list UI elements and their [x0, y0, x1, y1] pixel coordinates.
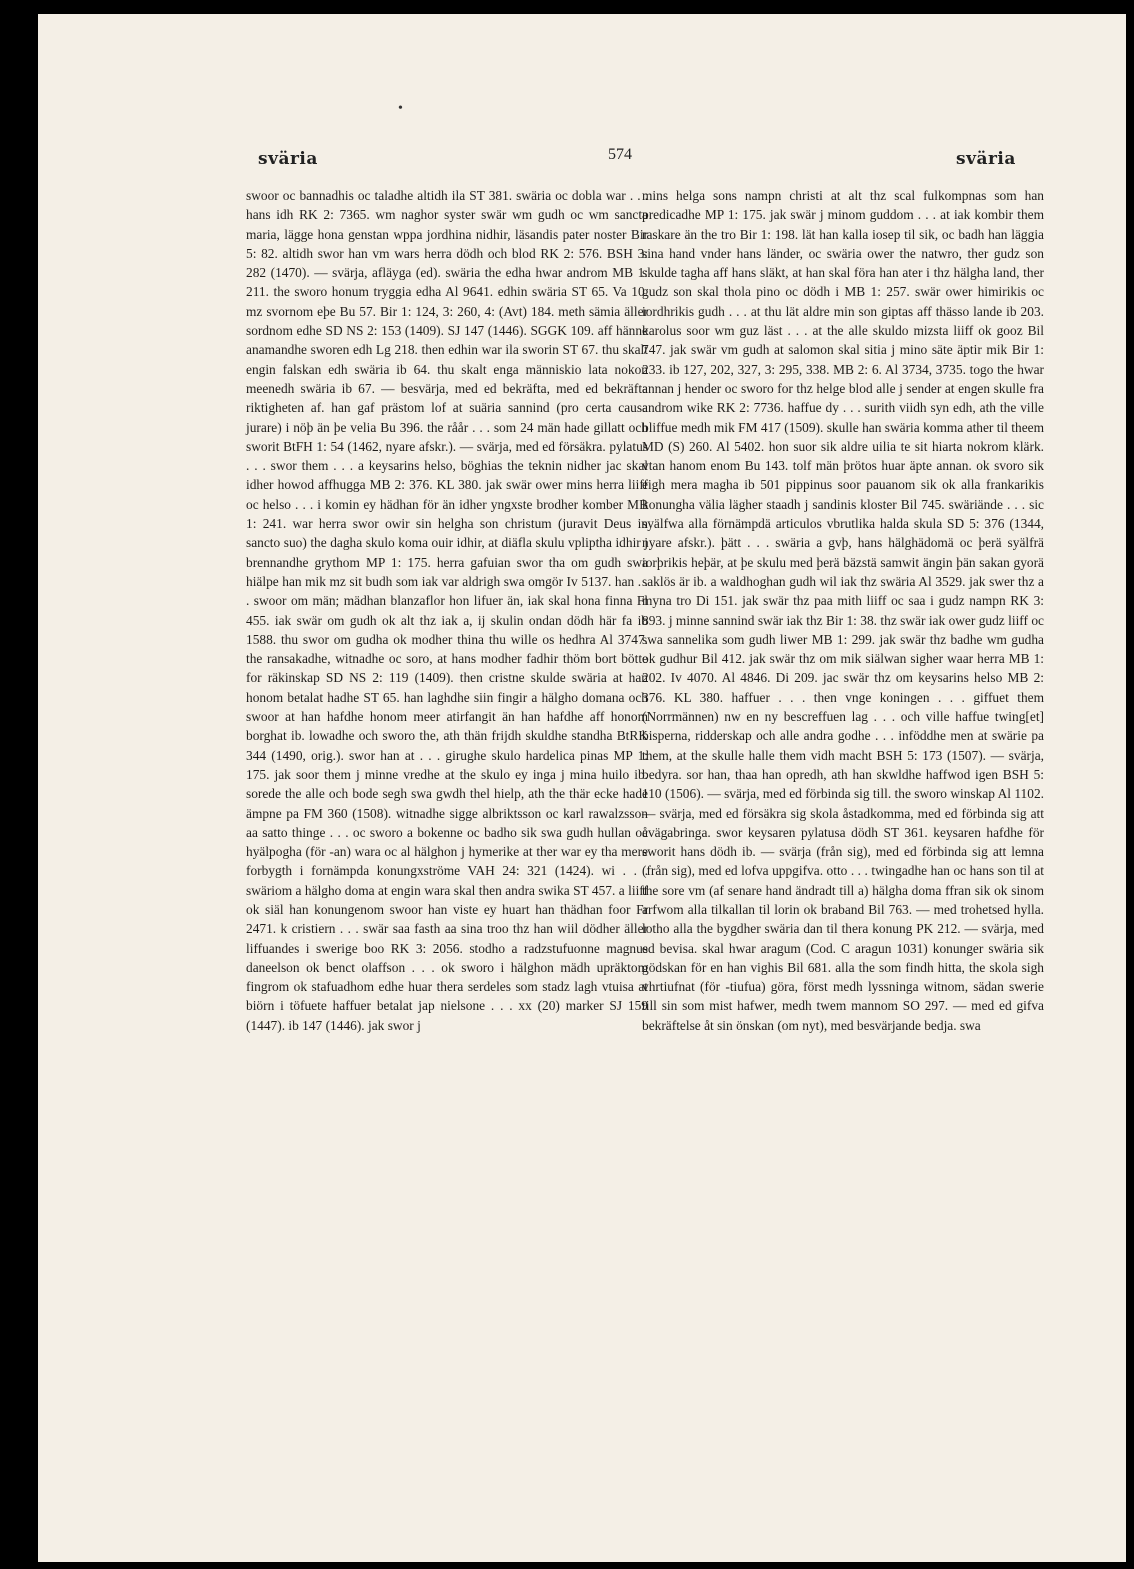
- running-head-right: sväria: [956, 149, 1016, 169]
- top-mark: •: [398, 101, 403, 116]
- page-number: 574: [608, 146, 632, 163]
- right-column-text: mins helga sons nampn christi at alt thz scal fulkompnas som han predicadhe MP 1: 175. jak swär j minom guddom . . . at iak kombir them raskare än the tro Bir 1: 198. lät han kalla iosep til sik, oc badh han läggia sina hand vnder hans länder, oc swäria ower the natwro, ther gudz son skulde tagha aff hans släkt, at han skal föra han ater i thz hälgha land, ther gudz son skal thola pino oc dödh i MB 1: 257. swär ower himirikis oc iordhrikis gudh . . . at thu lät aldre min son giptas aff thässo lande ib 203. karolus soor wm guz läst . . . at the alle skuldo mizsta liiff ok gooz Bil 747. jak swär vm gudh at salomon skal sitia j mino säte äptir mik Bir 1: 233. ib 127, 202, 327, 3: 295, 338. MB 2: 6. Al 3734, 3735. togo the hwar annan j hender oc sworo for thz helge blod alle j sender at engen skulle fra androm wike RK 2: 7736. haffue dy . . . surith viidh syn edh, ath the ville bliffue medh mik FM 417 (1509). skulle han swäria komma ather til theem MD (S) 260. Al 5402. hon suor sik aldre uilia te sit hiarta nokrom klärk. vtan hanom enom Bu 143. tolf män þrötos huar äpte annan. ok svoro sik eigh mera magha ib 501 pippinus soor pauanom sik ok alla frankarikis konungha välia lägher staadh j sandinis kloster Bil 745. swäriände . . . sic syälfwa alla förnämpdä articulos vbrutlika halda skula SD 5: 376 (1344, nyare afskr.). þätt . . . swäria a gvþ, hans hälghädomä oc þerä syälfrä iorþrikis heþär, at þe skulu med þerä bäzstä samwit ängin þän sakan gyorä saklös är ib. a waldhoghan gudh wil iak thz swäria Al 3529. jak swer thz a myna tro Di 151. jak swär thz paa mith liiff oc saa i gudz nampn RK 3: 893. j minne sannind swär iak thz Bir 1: 38. thz swär iak ower gudz liiff oc swa sannelika som gudh liwer MB 1: 299. jak swär thz badhe wm gudha ok gudhur Bil 412. jak swär thz om mik siälwan sigher waar herra MB 1: 202. Iv 4070. Al 4846. Di 209. jac swär thz om keysarins helso MB 2: 376. KL 380. haffuer . . . then vnge koningen . . . giffuet them (Norrmännen) nw en ny bescreffuen lag . . . och ville haffue twing[et] bisperna, ridderskap och alle andra godhe . . . inföddhe men at swärie pa them, at the skulle halle them vidh macht BSH 5: 173 (1507). — svärja, bedyra. sor han, thaa han opredh, ath han skwldhe haffwod igen BSH 5: 110 (1506). — svärja, med ed förbinda sig till. the sworo winskap Al 1102. — svärja, med ed försäkra sig skola åstadkomma, med ed förbinda sig att åvägabringa. swor keysaren pylatusa dödh ST 361. keysaren hafdhe för sworit hans dödh ib. — svärja (från sig), med ed förbinda sig att lemna (från sig), med ed lofva uppgifva. otto . . . twingadhe han oc hans son til at the sore vm (af senare hand ändradt till a) hälgha doma ffran sik ok sinom arfwom alla tilkallan til lorin ok braband Bil 763. — med trohetsed hylla. lotho alla the bygdher swäria dan til thera konung PK 212. — svärja, med ed bevisa. skal hwar aragum (Cod. C aragun 1031) konunger swäria sik gödskan för en han vighis Bil 681. alla the som findh hitta, the skola sigh vhrtiufnat (för -tiufua) göra, först medh lyssninga witnom, sädan swerie till sin som mist hafwer, medh twem mannom SO 297. — med ed gifva bekräftelse åt sin önskan (om nyt), med besvärjande bedja. swa: [642, 188, 1044, 1033]
- dictionary-page: [38, 14, 1126, 1562]
- left-column-text: swoor oc bannadhis oc taladhe altidh ila ST 381. swäria oc dobla war . . . hans idh RK 2: 7365. wm naghor syster swär wm gudh oc wm sancta maria, lägge hona genstan wppa jordhina nidhir, läsandis pater noster Bir 5: 82. altidh swor han vm wars herra dödh och blod RK 2: 576. BSH 3: 282 (1470). — svärja, afläyga (ed). swäria the edha hwar androm MB 1: 211. the sworo honum tryggia edha Al 9641. edhin swäria ST 65. Va 10. mz svornom eþe Bu 57. Bir 1: 124, 3: 260, 4: (Avt) 184. meth sämia äller sordnom edhe SD NS 2: 153 (1409). SJ 147 (1446). SGGK 109. aff hänne anamandhe sworen edh Lg 218. then edhin war ila sworin ST 67. thu skalt engin falskan edh swäria ib 64. thu skalt enga människio lata nokon meenedh swäria ib 67. — besvärja, med ed bekräfta, med ed bekräfta riktigheten af. han gaf prästom lof at suäria sannind (pro certa causa jurare) i nöþ än þe velia Bu 396. the råår . . . som 24 män hade gillatt och sworit BtFH 1: 54 (1462, nyare afskr.). — svärja, med ed försäkra. pylatus . . . swor them . . . a keysarins helso, böghias the teknin nidher jac skal idher howod affhugga MB 2: 376. KL 380. jak swär ower mins herra liiff oc helso . . . i komin ey hädhan för än idher yngxste brodher komber MB 1: 241. war herra swor owir sin helgha son christum (juravit Deus in sancto suo) the dagha skulo koma ouir idhir, at diäfla skulu vpliptha idhir j brennandhe grythom MP 1: 175. herra gafuian swor tha om gudh swa hiälpe han mik mz sit budh som iak var aldrigh swa omgör Iv 5137. han . . . swoor om män; mädhan blanzaflor hon lifuer än, iak skal hona finna Fl 455. iak swär om gudh ok alt thz iak a, ij skulin ondan dödh här fa ib 1588. thu swor om gudha ok modher thina thu wille os hedhra Al 3747. the ransakadhe, witnadhe oc soro, at hans modher fadhir thöm bort bötte for räkinskap SD NS 2: 119 (1409). then cristne skulde swäria at han honom betalat hadhe ST 65. han laghdhe siin fingir a hälgho domana och swoor at han hafdhe honom meer atirfangit än han hafdhe aff honom borghat ib. lowadhe och sworo the, ath thän frijdh skuldhe standha BtRK 344 (1490, orig.). swor han at . . . girughe skulo hardelica pinas MP 1: 175. jak soor them j minne vredhe at the skulo ey inga j mina huilo ib. sorede the alle och bode segh swa gwdh thel hielp, ath the thär ecke hade ämpne pa FM 360 (1508). witnadhe sigge albriktsson oc karl rawalzsson aa satto thinge . . . oc sworo a bokenne oc badho sik swa gudh hullan oc hyälpogha (för -an) wara oc al hälghon j hymerike at ther war ey tha mere forbygth i fornämpda konungxströme VAH 24: 321 (1424). wi . . . swäriom a hälgho doma at engin wara skal then andra swika ST 457. a liiff ok siäl han konungenom swoor han viste ey huart han thädhan foor Fr 2471. k cristiern . . . swär saa fasth aa sina troo thz han wiil dödher äller liffuandes i swerige boo RK 3: 2056. stodho a radzstufuonne magnus daneelson ok benct olaffson . . . ok sworo i hälghon mädh upräktom fingrom ok stafuadhom edhe huar thera serdeles som stadz lagh vtuisa at biörn i töfuete haffuer betalat jap nielsone . . . xx (20) marker SJ 159 (1447). ib 147 (1446). jak swor j: [246, 188, 648, 1033]
- running-head-left: sväria: [258, 149, 318, 169]
